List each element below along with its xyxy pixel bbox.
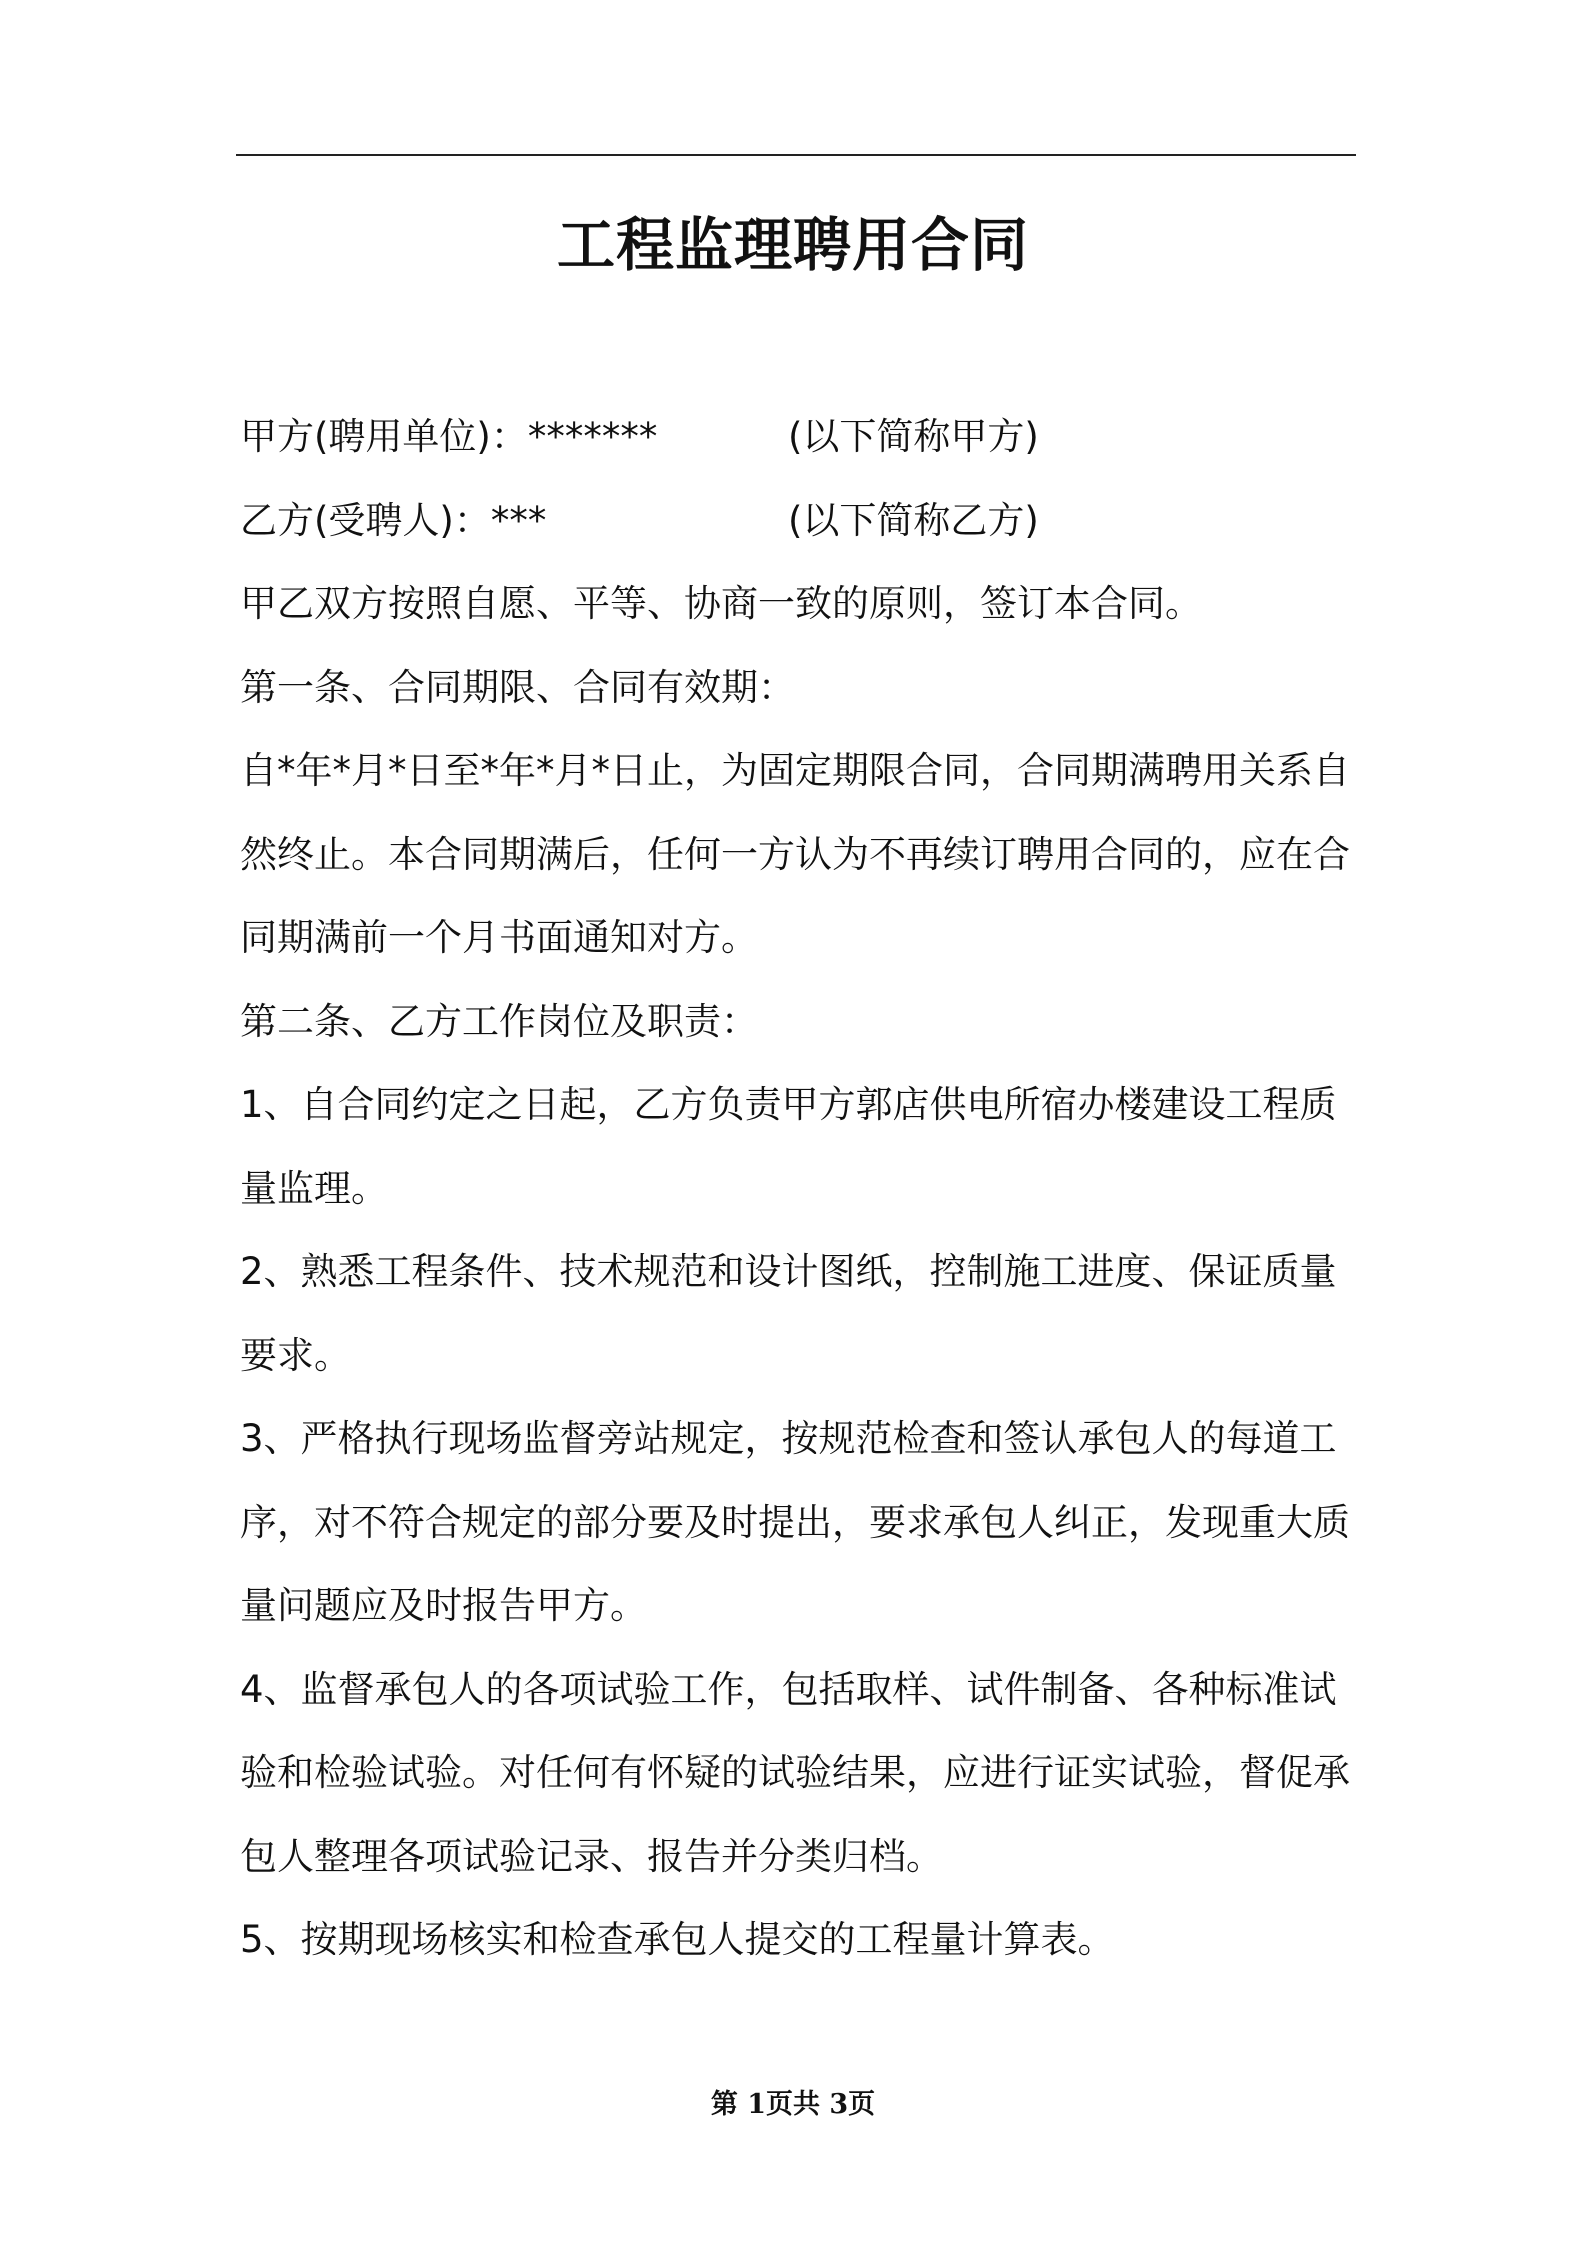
duty-item-4: 验和检验试验。对任何有怀疑的试验结果，应进行证实试验，督促承	[240, 1751, 1350, 1794]
party-b-line	[240, 479, 1356, 563]
duty-item-2: 要求。	[240, 1333, 351, 1377]
article-1-text: 然终止。本合同期满后，任何一方认为不再续订聘用合同的，应在合	[240, 832, 1350, 876]
header-rule	[236, 154, 1356, 156]
duty-item-1: 1、自合同约定之日起，乙方负责甲方郭店供电所宿办楼建设工程质	[240, 1083, 1337, 1126]
party-b-label: 乙方(受聘人)：***	[240, 498, 547, 542]
document-title: 工程监理聘用合同	[556, 211, 1029, 279]
page-number: 第 1页共 3页	[710, 2089, 876, 2120]
party-a-note: (以下简称甲方)	[788, 415, 1039, 458]
article-2-heading: 第二条、乙方工作岗位及职责：	[240, 999, 758, 1043]
duty-item-4: 包人整理各项试验记录、报告并分类归档。	[240, 1834, 943, 1878]
duty-item-1: 量监理。	[240, 1166, 388, 1210]
duty-item-3: 量问题应及时报告甲方。	[240, 1584, 647, 1627]
duty-item-3: 序，对不符合规定的部分要及时提出，要求承包人纠正，发现重大质	[240, 1500, 1350, 1544]
duty-item-3: 3、严格执行现场监督旁站规定，按规范检查和签认承包人的每道工	[240, 1417, 1337, 1460]
intro-line: 甲乙双方按照自愿、平等、协商一致的原则，签订本合同。	[240, 582, 1202, 625]
duty-item-4: 4、监督承包人的各项试验工作，包括取样、试件制备、各种标准试	[240, 1667, 1337, 1711]
article-1-text: 自*年*月*日至*年*月*日止，为固定期限合同，合同期满聘用关系自	[240, 749, 1350, 792]
contract-body	[240, 395, 1356, 1982]
party-a-line	[240, 395, 1356, 479]
party-b-note: (以下简称乙方)	[788, 498, 1039, 542]
party-a-label: 甲方(聘用单位)：*******	[240, 415, 658, 458]
duty-item-5: 5、按期现场核实和检查承包人提交的工程量计算表。	[240, 1918, 1115, 1961]
duty-item-2: 2、熟悉工程条件、技术规范和设计图纸，控制施工进度、保证质量	[240, 1250, 1337, 1293]
article-1-text: 同期满前一个月书面通知对方。	[240, 916, 758, 959]
article-1-heading: 第一条、合同期限、合同有效期：	[240, 665, 795, 709]
